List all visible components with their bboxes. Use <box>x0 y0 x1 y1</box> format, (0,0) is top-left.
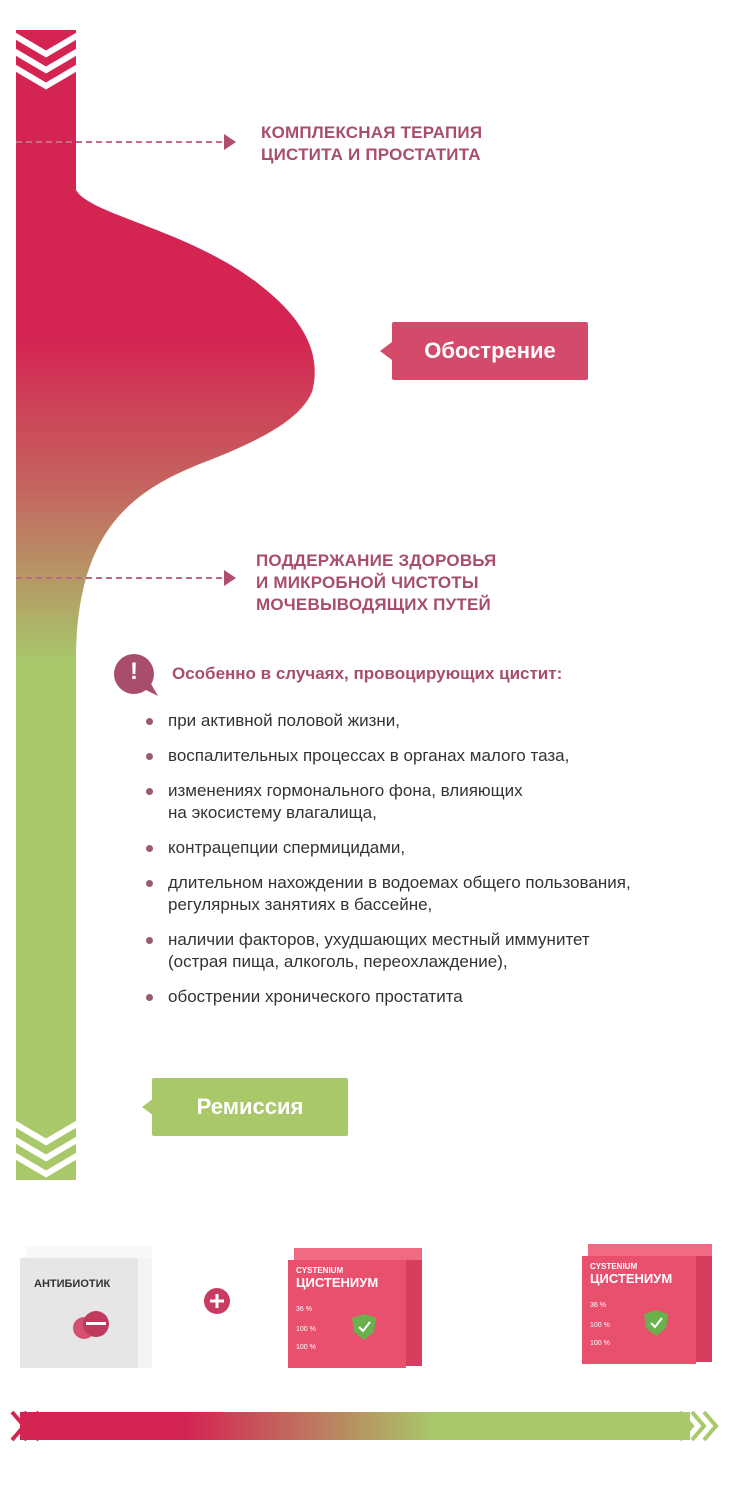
exacerbation-badge <box>380 322 588 380</box>
bullet-icon <box>146 788 153 795</box>
brand-latin: CYSTENIUM <box>590 1262 638 1271</box>
percent-1: 36 % <box>296 1306 312 1313</box>
percent-2: 100 % <box>296 1326 316 1333</box>
list-item: воспалительных процессах в органах малого таза, <box>146 745 726 767</box>
exacerbation-label: Обострение <box>392 322 588 380</box>
bullet-icon <box>146 994 153 1001</box>
therapy-label-line2: ЦИСТИТА И ПРОСТАТИТА <box>261 145 481 164</box>
maintenance-label <box>256 550 496 616</box>
remission-badge <box>142 1078 348 1136</box>
list-item: длительном нахождении в водоемах общего пользования, регулярных занятиях в бассейне, <box>146 872 726 916</box>
shield-icon <box>350 1312 378 1342</box>
list-item: контрацепции спермицидами, <box>146 837 726 859</box>
bullet-icon <box>146 718 153 725</box>
percent-2: 100 % <box>590 1322 610 1329</box>
pills-icon <box>70 1306 114 1342</box>
list-item: обострении хронического простатита <box>146 986 726 1008</box>
maintenance-line1: ПОДДЕРЖАНИЕ ЗДОРОВЬЯ <box>256 551 497 570</box>
percent-1: 36 % <box>590 1302 606 1309</box>
cystenium-box-left <box>288 1248 422 1368</box>
bullet-icon <box>146 937 153 944</box>
warning-icon <box>112 654 160 698</box>
brand-cyrillic: ЦИСТЕНИУМ <box>590 1271 673 1286</box>
antibiotic-label: АНТИБИОТИК <box>34 1278 111 1290</box>
list-item: наличии факторов, ухудшающих местный иммунитет (острая пища, алкоголь, переохлаждение), <box>146 929 726 973</box>
conditions-list <box>146 710 726 1021</box>
shield-icon <box>642 1308 670 1338</box>
antibiotic-box <box>20 1246 152 1368</box>
brand-latin: CYSTENIUM <box>296 1266 344 1275</box>
maintenance-line2: И МИКРОБНОЙ ЧИСТОТЫ <box>256 573 479 592</box>
note-heading: Особенно в случаях, провоцирующих цистит: <box>172 664 563 683</box>
bullet-icon <box>146 845 153 852</box>
list-item: при активной половой жизни, <box>146 710 726 732</box>
brand-cyrillic: ЦИСТЕНИУМ <box>296 1275 379 1290</box>
bullet-icon <box>146 753 153 760</box>
plus-icon <box>203 1287 231 1315</box>
therapy-label <box>261 122 482 166</box>
percent-3: 100 % <box>296 1344 316 1351</box>
cystenium-box-right <box>582 1244 712 1364</box>
percent-3: 100 % <box>590 1340 610 1347</box>
maintenance-line3: МОЧЕВЫВОДЯЩИХ ПУТЕЙ <box>256 595 491 614</box>
therapy-label-line1: КОМПЛЕКСНАЯ ТЕРАПИЯ <box>261 123 483 142</box>
list-item: изменениях гормонального фона, влияющих на экосистему влагалища, <box>146 780 726 824</box>
bullet-icon <box>146 880 153 887</box>
remission-label: Ремиссия <box>152 1078 348 1136</box>
warning-icon-glyph: ! <box>130 658 138 685</box>
